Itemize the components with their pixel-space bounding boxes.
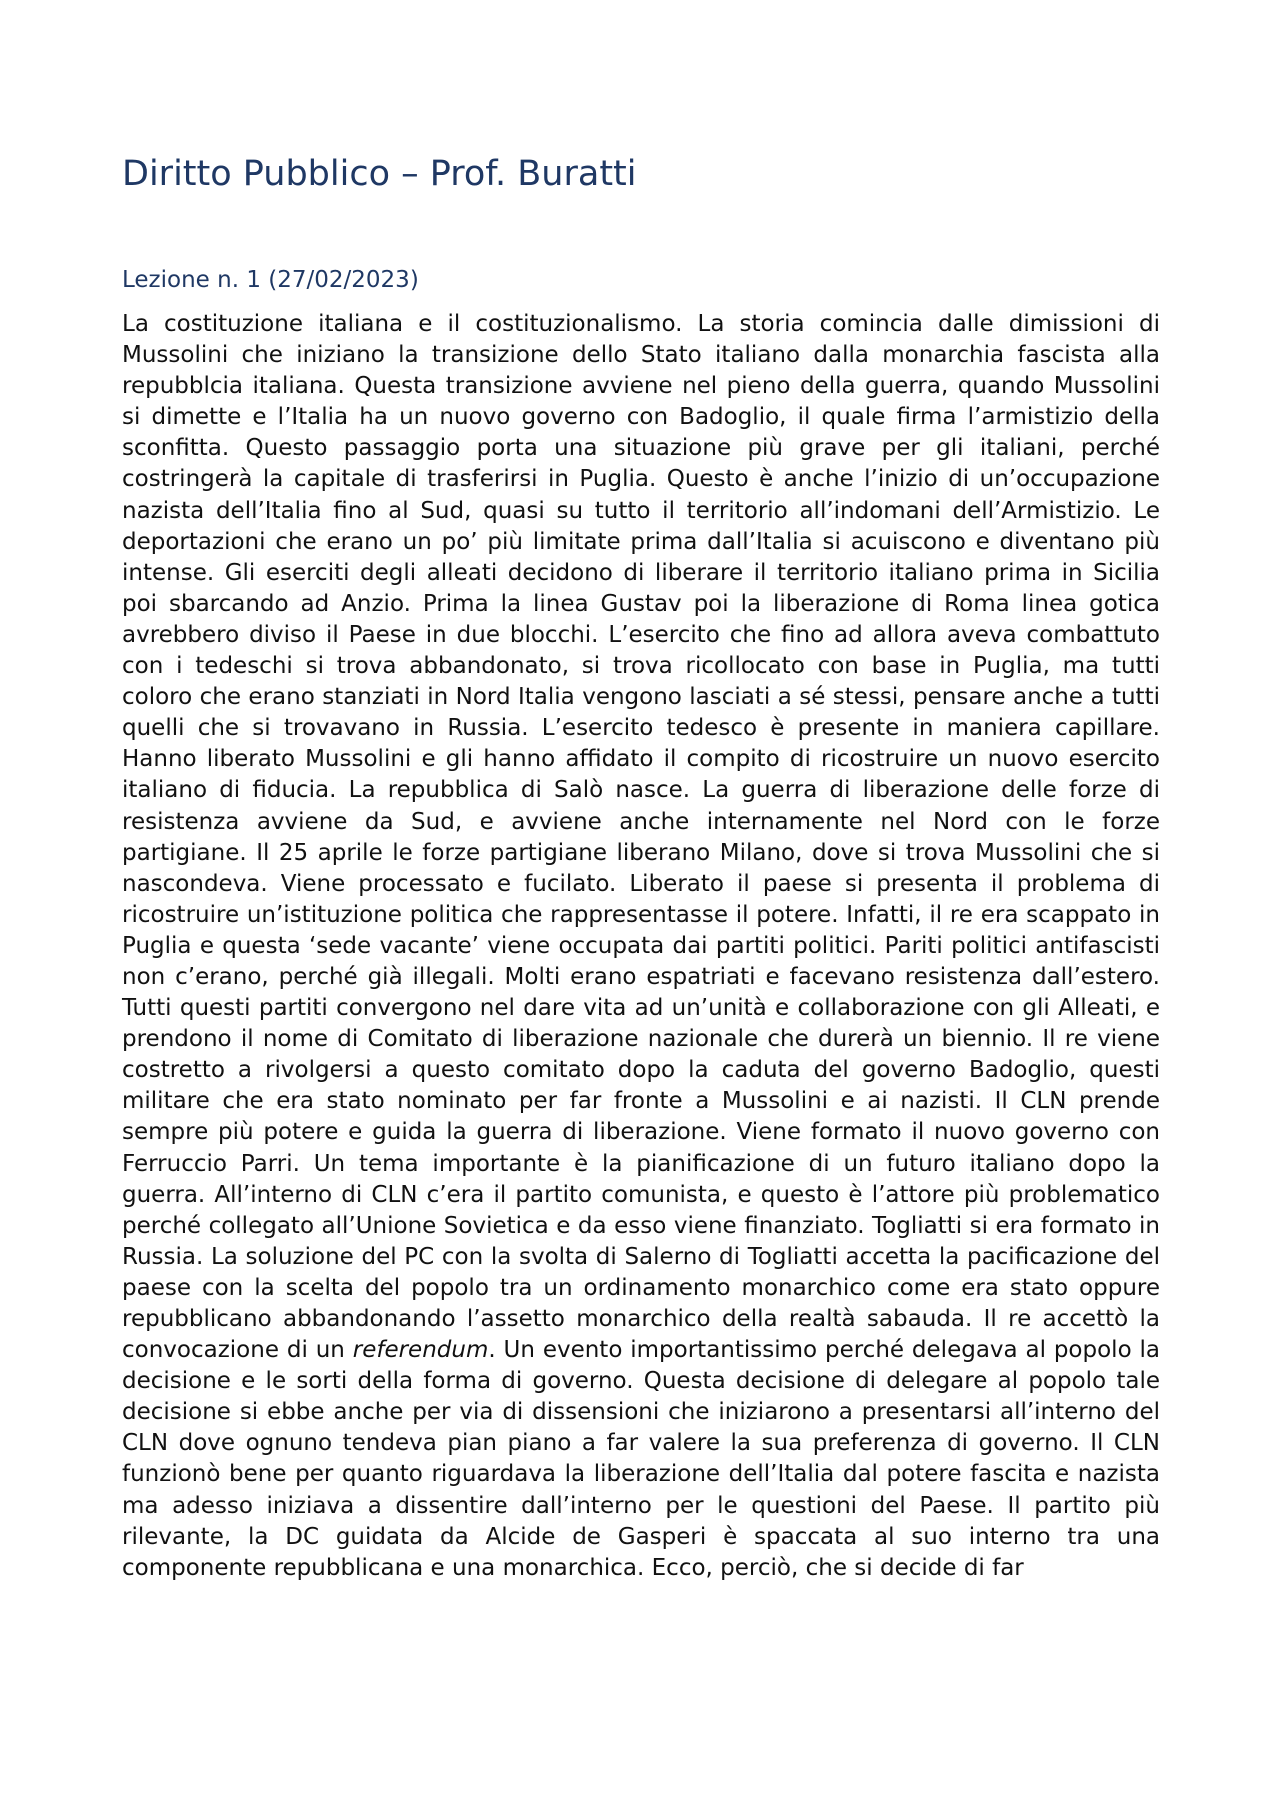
body-text-part-2: . Un evento importantissimo perché delegava al popolo la decisione e le sorti della forma di governo. Questa decisione di delegare al popolo tale decisione si ebbe anche per via di dissensioni che iniziarono a presentarsi all’interno del CLN dove ognuno tendeva pian piano a far valere la sua preferenza di governo. Il CLN funzionò bene per quanto riguardava la liberazione dell’Italia dal potere fascita e nazista ma adesso iniziava a dissentire dall’interno per le questioni del Paese. Il partito più rilevante, la DC guidata da Alcide de Gasperi è spaccata al suo interno tra una componente repubblicana e una monarchica. Ecco, perciò, che si decide di far	[122, 1337, 1160, 1581]
document-title: Diritto Pubblico – Prof. Buratti	[122, 154, 637, 194]
lesson-heading: Lezione n. 1 (27/02/2023)	[122, 267, 419, 293]
italic-term: referendum	[352, 1337, 489, 1364]
body-text-part-1: La costituzione italiana e il costituzionalismo. La storia comincia dalle dimissioni di Mussolini che iniziano la transizione dello Stato italiano dalla monarchia fascista alla repubblcia italiana. Questa transizione avviene nel pieno della guerra, quando Mussolini si dimette e l’Italia ha un nuovo governo con Badoglio, il quale firma l’armistizio della sconfitta. Questo passaggio porta una situazione più grave per gli italiani, perché costringerà la capitale di trasferirsi in Puglia. Questo è anche l’inizio di un’occupazione nazista dell’Italia fino al Sud, quasi su tutto il territorio all’indomani dell’Armistizio. Le deportazioni che erano un po’ più limitate prima dall’Italia si acuiscono e diventano più intense. Gli eserciti degli alleati decidono di liberare il territorio italiano prima in Sicilia poi sbarcando ad Anzio. Prima la linea Gustav poi la liberazione di Roma linea gotica avrebbero diviso il Paese in due blocchi. L’esercito che fino ad allora aveva combattuto con i tedeschi si trova abbandonato, si trova ricollocato con base in Puglia, ma tutti coloro che erano stanziati in Nord Italia vengono lasciati a sé stessi, pensare anche a tutti quelli che si trovavano in Russia. L’esercito tedesco è presente in maniera capillare. Hanno liberato Mussolini e gli hanno affidato il compito di ricostruire un nuovo esercito italiano di fiducia. La repubblica di Salò nasce. La guerra di liberazione delle forze di resistenza avviene da Sud, e avviene anche internamente nel Nord con le forze partigiane. Il 25 aprile le forze partigiane liberano Milano, dove si trova Mussolini che si nascondeva. Viene processato e fucilato. Liberato il paese si presenta il problema di ricostruire un’istituzione politica che rappresentasse il potere. Infatti, il re era scappato in Puglia e questa ‘sede vacante’ viene occupata dai partiti politici. Pariti politici antifascisti non c’erano, perché già illegali. Molti erano espatriati e facevano resistenza dall’estero. Tutti questi partiti convergono nel dare vita ad un’unità e collaborazione con gli Alleati, e prendono il nome di Comitato di liberazione nazionale che durerà un biennio. Il re viene costretto a rivolgersi a questo comitato dopo la caduta del governo Badoglio, questi militare che era stato nominato per far fronte a Mussolini e ai nazisti. Il CLN prende sempre più potere e guida la guerra di liberazione. Viene formato il nuovo governo con Ferruccio Parri. Un tema importante è la pianificazione di un futuro italiano dopo la guerra. All’interno di CLN c’era il partito comunista, e questo è l’attore più problematico perché collegato all’Unione Sovietica e da esso viene finanziato. Togliatti si era formato in Russia. La soluzione del PC con la svolta di Salerno di Togliatti accetta la pacificazione del paese con la scelta del popolo tra un ordinamento monarchico come era stato oppure repubblicano abbandonando l’assetto monarchico della realtà sabauda. Il re accettò la convocazione di un	[122, 311, 1160, 1364]
body-paragraph	[122, 309, 1160, 1584]
